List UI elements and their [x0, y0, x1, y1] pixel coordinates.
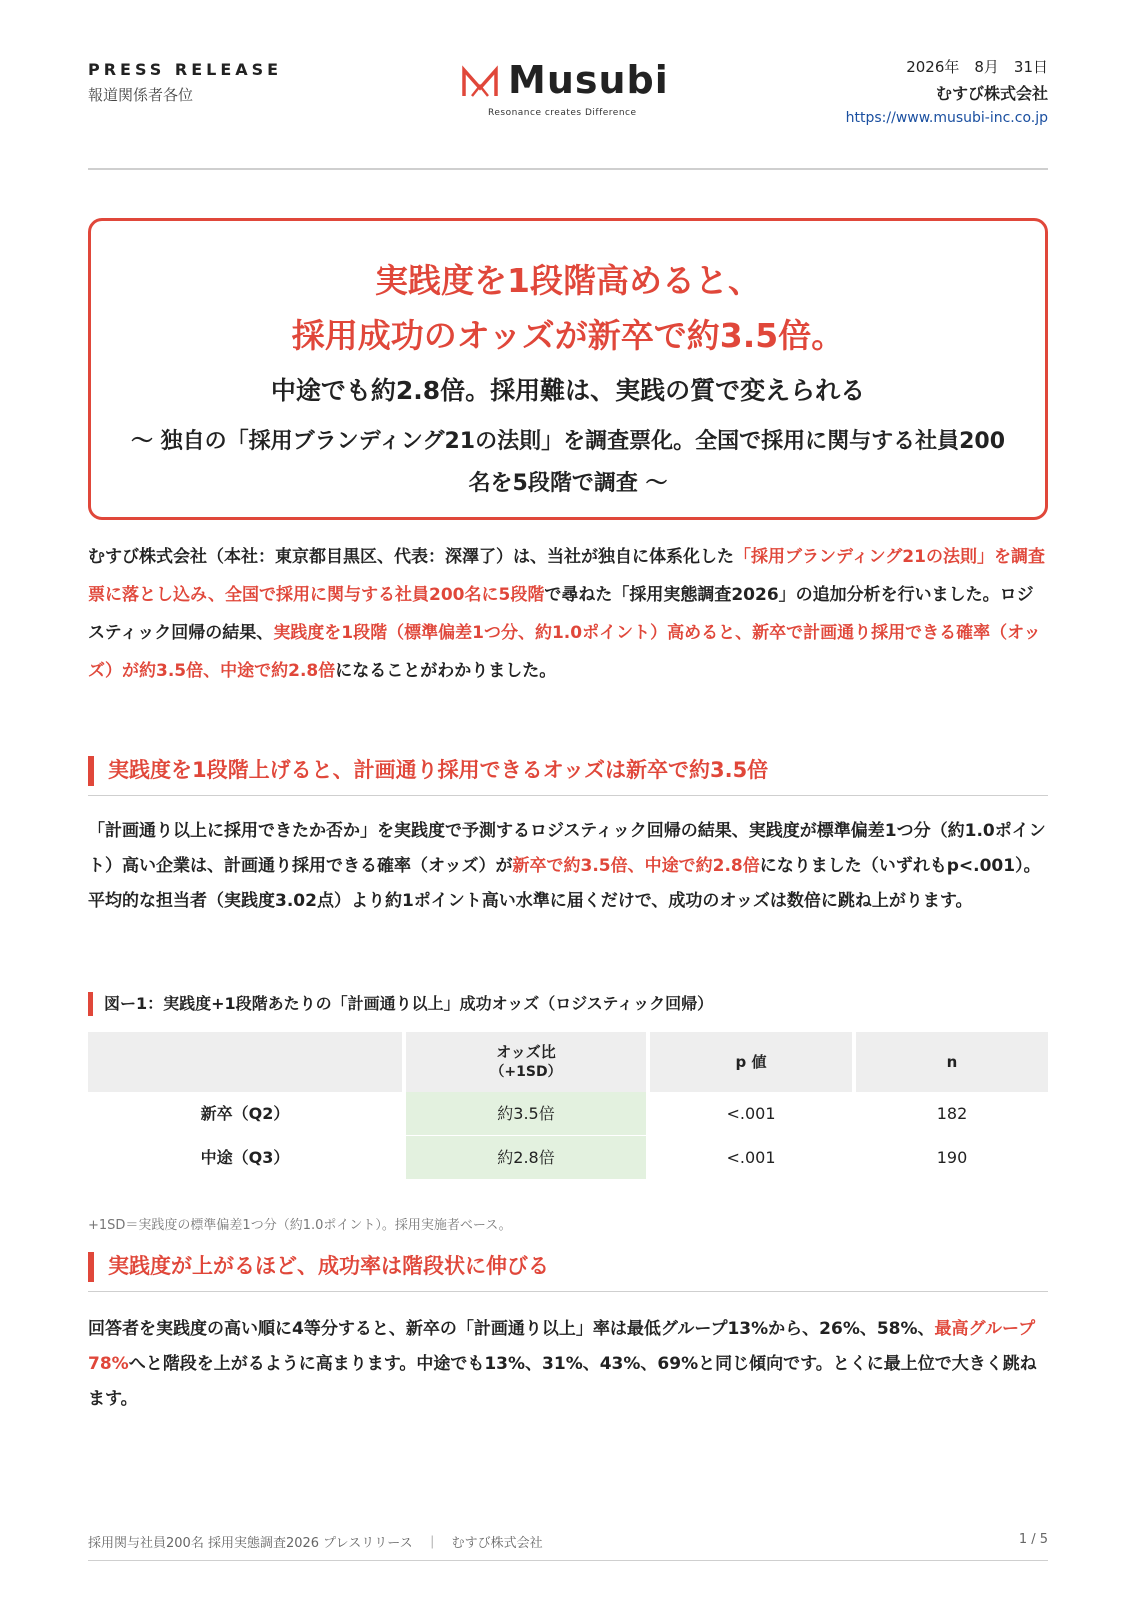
company-logo: [460, 56, 680, 126]
table-cell-odds: 約2.8倍: [406, 1136, 646, 1179]
section-2-text-1: 回答者を実践度の高い順に4等分すると、新卒の「計画通り以上」率は最低グループ13%から、26%、58%、: [88, 1319, 935, 1339]
odds-ratio-table: [88, 1032, 1048, 1178]
release-date: 2026年 8月 31日: [906, 58, 1048, 76]
intro-text-1: むすび株式会社（本社：東京都目黒区、代表：深澤了）は、当社が独自に体系化した: [88, 547, 734, 567]
section-2-highlight: 最高グループ78%: [88, 1319, 1036, 1374]
table-header-odds: [406, 1032, 646, 1092]
section-2-text-2: へと階段を上がるように高まります。中途でも13%、31%、43%、69%と同じ傾向です。とくに最上位で大きく跳ねます。: [88, 1354, 1037, 1409]
intro-paragraph: [88, 538, 1048, 690]
intro-highlight-2: 実践度を1段階（標準偏差1つ分、約1.0ポイント）高めると、新卒で計画通り採用できる確率（オッズ）が約3.5倍、中途で約2.8倍: [88, 623, 1041, 681]
company-name: むすび株式会社: [935, 84, 1048, 103]
figure-1-caption: [88, 990, 1048, 1018]
table-cell-p: <.001: [726, 1148, 776, 1167]
table-cell-n: 190: [936, 1148, 968, 1167]
section-1-paragraph: [88, 814, 1048, 919]
table-header-p-value: p 値: [650, 1032, 852, 1092]
section-1-text-1: 「計画通り以上に採用できたか否か」を実践度で予測するロジスティック回帰の結果、実践度が標準偏差1つ分（約1.0ポイント）高い企業は、計画通り採用できる確率（オッズ）が: [88, 821, 1046, 876]
headline-line-2: 採用成功のオッズが新卒で約3.5倍。: [291, 316, 845, 355]
headline-tagline: 〜 独自の「採用ブランディング21の法則」を調査票化。全国で採用に関与する社員200名を5段階で調査 〜: [131, 429, 1005, 496]
logo-wordmark: Musubi: [508, 58, 669, 102]
section-1-accent-bar: [88, 756, 94, 786]
logo-tagline: Resonance creates Difference: [488, 108, 637, 118]
table-cell-odds: 約3.5倍: [406, 1092, 646, 1135]
section-2-accent-bar: [88, 1252, 94, 1282]
intro-highlight-1: 「採用ブランディング21の法則」を調査票に落とし込み、全国で採用に関与する社員200名に5段階: [88, 547, 1045, 605]
section-1-heading: [88, 752, 1048, 796]
section-1-text-2: になりました（いずれもp<.001）。平均的な担当者（実践度3.02点）より約1ポイント高い水準に届くだけで、成功のオッズは数倍に跳ね上がります。: [88, 856, 1041, 911]
table-header-blank: [88, 1032, 402, 1092]
table-cell-n: 182: [936, 1104, 968, 1123]
footer-text: 採用関与社員200名 採用実態調査2026 プレスリリース ｜ むすび株式会社: [88, 1536, 543, 1551]
intro-text-2: で尋ねた「採用実態調査2026」の追加分析を行いました。ロジスティック回帰の結果、: [88, 585, 1034, 643]
section-1-highlight: 新卒で約3.5倍、中途で約2.8倍: [512, 856, 760, 876]
section-2-paragraph: [88, 1312, 1048, 1417]
table-row-label: 中途（Q3）: [200, 1148, 290, 1167]
table-cell-p: <.001: [726, 1104, 776, 1123]
figure-1-caption-text: 図ー1：実践度+1段階あたりの「計画通り以上」成功オッズ（ロジスティック回帰）: [104, 994, 714, 1013]
page-header: [88, 56, 1048, 136]
section-1-title: 実践度を1段階上げると、計画通り採用できるオッズは新卒で約3.5倍: [108, 758, 769, 782]
section-2-heading: [88, 1248, 1048, 1292]
figure-1-accent-bar: [88, 992, 93, 1016]
table-header-n: n: [856, 1032, 1048, 1092]
recipients-label: 報道関係者各位: [88, 86, 194, 104]
table-footnote: +1SD＝実践度の標準偏差1つ分（約1.0ポイント）。採用実施者ベース。: [88, 1218, 512, 1233]
headline-box: [88, 218, 1048, 520]
intro-text-3: になることがわかりました。: [335, 661, 557, 681]
release-meta: [846, 56, 1048, 126]
table-header-row: [88, 1032, 1048, 1092]
headline-line-1: 実践度を1段階高めると、: [375, 261, 761, 300]
company-url-link[interactable]: https://www.musubi-inc.co.jp: [845, 110, 1048, 126]
table-row: [88, 1092, 1048, 1135]
musubi-logo-icon: [460, 64, 500, 100]
press-release-label: PRESS RELEASE: [88, 60, 283, 79]
footer-divider: [88, 1560, 1048, 1561]
subheadline: 中途でも約2.8倍。採用難は、実践の質で変えられる: [270, 376, 866, 405]
header-divider: [88, 168, 1048, 170]
table-header-odds-sub: （+1SD）: [490, 1064, 562, 1080]
section-2-title: 実践度が上がるほど、成功率は階段状に伸びる: [108, 1254, 549, 1278]
table-header-odds-label: オッズ比: [496, 1043, 556, 1061]
table-row: [88, 1135, 1048, 1178]
page-number: 1 / 5: [1018, 1532, 1048, 1547]
table-row-label: 新卒（Q2）: [200, 1104, 290, 1123]
